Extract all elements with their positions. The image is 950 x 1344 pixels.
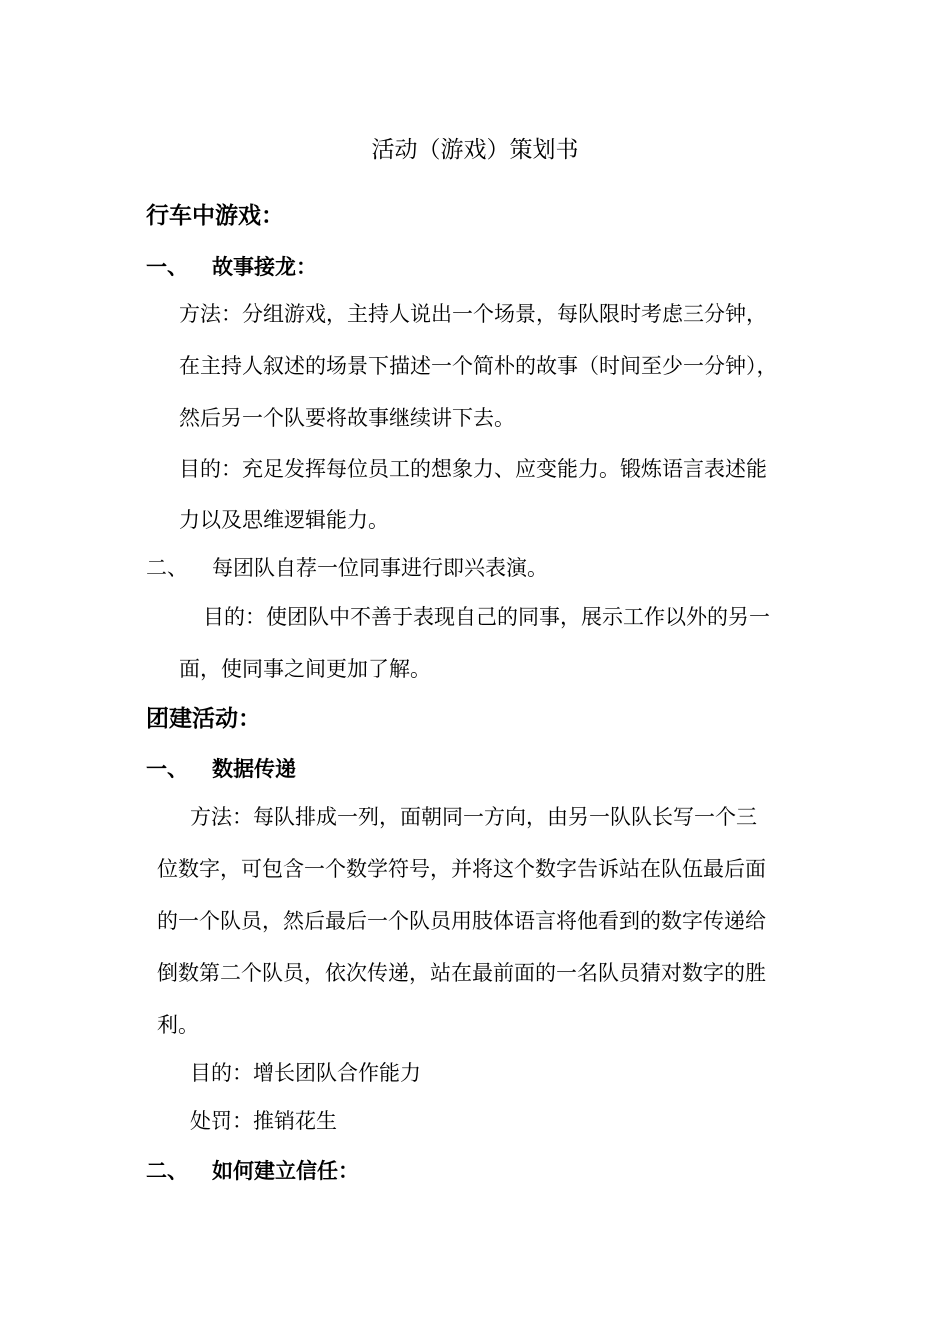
paragraph-line: 在主持人叙述的场景下描述一个简朴的故事（时间至少一分钟）， <box>179 354 778 378</box>
paragraph-line: 面，使同事之间更加了解。 <box>179 657 431 681</box>
document-title: 活动（游戏）策划书 <box>371 137 579 163</box>
item-number: 二、 <box>146 1159 188 1183</box>
item-number: 一、 <box>146 757 188 781</box>
item-number: 一、 <box>146 255 188 279</box>
item-number: 二、 <box>146 556 188 580</box>
paragraph-line: 倒数第二个队员，依次传递，站在最前面的一名队员猜对数字的胜 <box>157 961 766 985</box>
section-heading-team-building: 团建活动： <box>146 706 261 732</box>
paragraph-line: 利。 <box>157 1013 199 1037</box>
item-title: 数据传递 <box>212 757 296 781</box>
item-heading-story-relay <box>146 253 317 281</box>
paragraph-line: 处罚：推销花生 <box>190 1109 337 1133</box>
section-heading-travel-games: 行车中游戏： <box>146 203 284 229</box>
item-heading-number-relay <box>146 755 296 783</box>
paragraph-line: 然后另一个队要将故事继续讲下去。 <box>179 406 515 430</box>
item-title: 故事接龙： <box>212 255 317 279</box>
item-title: 如何建立信任： <box>212 1159 359 1183</box>
paragraph-line: 的一个队员，然后最后一个队员用肢体语言将他看到的数字传递给 <box>157 909 766 933</box>
item-title: 每团队自荐一位同事进行即兴表演。 <box>212 556 548 580</box>
item-heading-improv <box>146 554 548 582</box>
item-heading-build-trust <box>146 1157 359 1185</box>
paragraph-line: 目的：增长团队合作能力 <box>190 1061 421 1085</box>
paragraph-line: 方法：每队排成一列，面朝同一方向，由另一队队长写一个三 <box>190 805 757 829</box>
paragraph-line: 方法：分组游戏，主持人说出一个场景，每队限时考虑三分钟， <box>179 302 767 326</box>
paragraph-line: 目的：充足发挥每位员工的想象力、应变能力。锻炼语言表述能 <box>179 457 767 481</box>
paragraph-line: 位数字，可包含一个数学符号，并将这个数字告诉站在队伍最后面 <box>157 857 766 881</box>
paragraph-line: 目的：使团队中不善于表现自己的同事，展示工作以外的另一 <box>203 605 770 629</box>
paragraph-line: 力以及思维逻辑能力。 <box>179 508 389 532</box>
